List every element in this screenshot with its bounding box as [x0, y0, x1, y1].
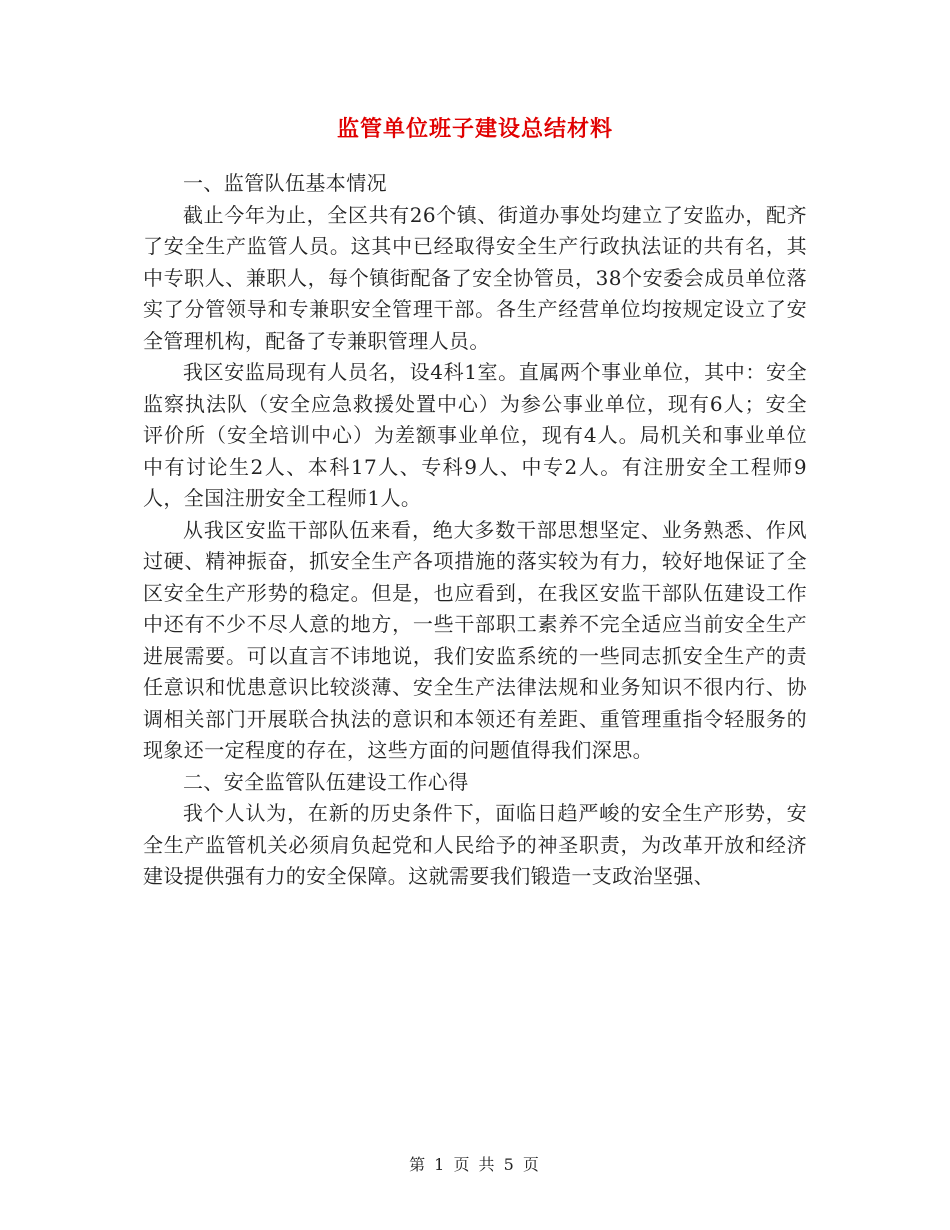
- page-number-footer: 第 1 页 共 5 页: [409, 1155, 541, 1174]
- paragraph-3: 从我区安监干部队伍来看，绝大多数干部思想坚定、业务熟悉、作风过硬、精神振奋，抓安全生产各项措施的落实较为有力，较好地保证了全区安全生产形势的稳定。但是，也应看到，在我区安监干部队伍建设工作中还有不少不尽人意的地方，一些干部职工素养不完全适应当前安全生产进展需要。可以直言不讳地说，我们安监系统的一些同志抓安全生产的责任意识和忧患意识比较淡薄、安全生产法律法规和业务知识不很内行、协调相关部门开展联合执法的意识和本领还有差距、重管理重指令轻服务的现象还一定程度的存在，这些方面的问题值得我们深思。: [143, 517, 807, 762]
- paragraph-2: 我区安监局现有人员名，设4科1室。直属两个事业单位，其中：安全监察执法队（安全应急救援处置中心）为参公事业单位，现有6人；安全评价所（安全培训中心）为差额事业单位，现有4人。局机关和事业单位中有讨论生2人、本科17人、专科9人、中专2人。有注册安全工程师9人，全国注册安全工程师1人。: [143, 360, 807, 510]
- document-body: [143, 168, 807, 893]
- paragraph-4: 我个人认为，在新的历史条件下，面临日趋严峻的安全生产形势，安全生产监管机关必须肩负起党和人民给予的神圣职责，为改革开放和经济建设提供强有力的安全保障。这就需要我们锻造一支政治坚强、: [143, 801, 807, 888]
- paragraph-1: 截止今年为止，全区共有26个镇、街道办事处均建立了安监办，配齐了安全生产监管人员。这其中已经取得安全生产行政执法证的共有名，其中专职人、兼职人，每个镇街配备了安全协管员，38个安委会成员单位落实了分管领导和专兼职安全管理干部。各生产经营单位均按规定设立了安全管理机构，配备了专兼职管理人员。: [143, 202, 807, 353]
- section-heading-2: 二、安全监管队伍建设工作心得: [183, 769, 469, 794]
- section-heading-1: 一、监管队伍基本情况: [183, 171, 387, 195]
- document-title: 监管单位班子建设总结材料: [336, 116, 613, 142]
